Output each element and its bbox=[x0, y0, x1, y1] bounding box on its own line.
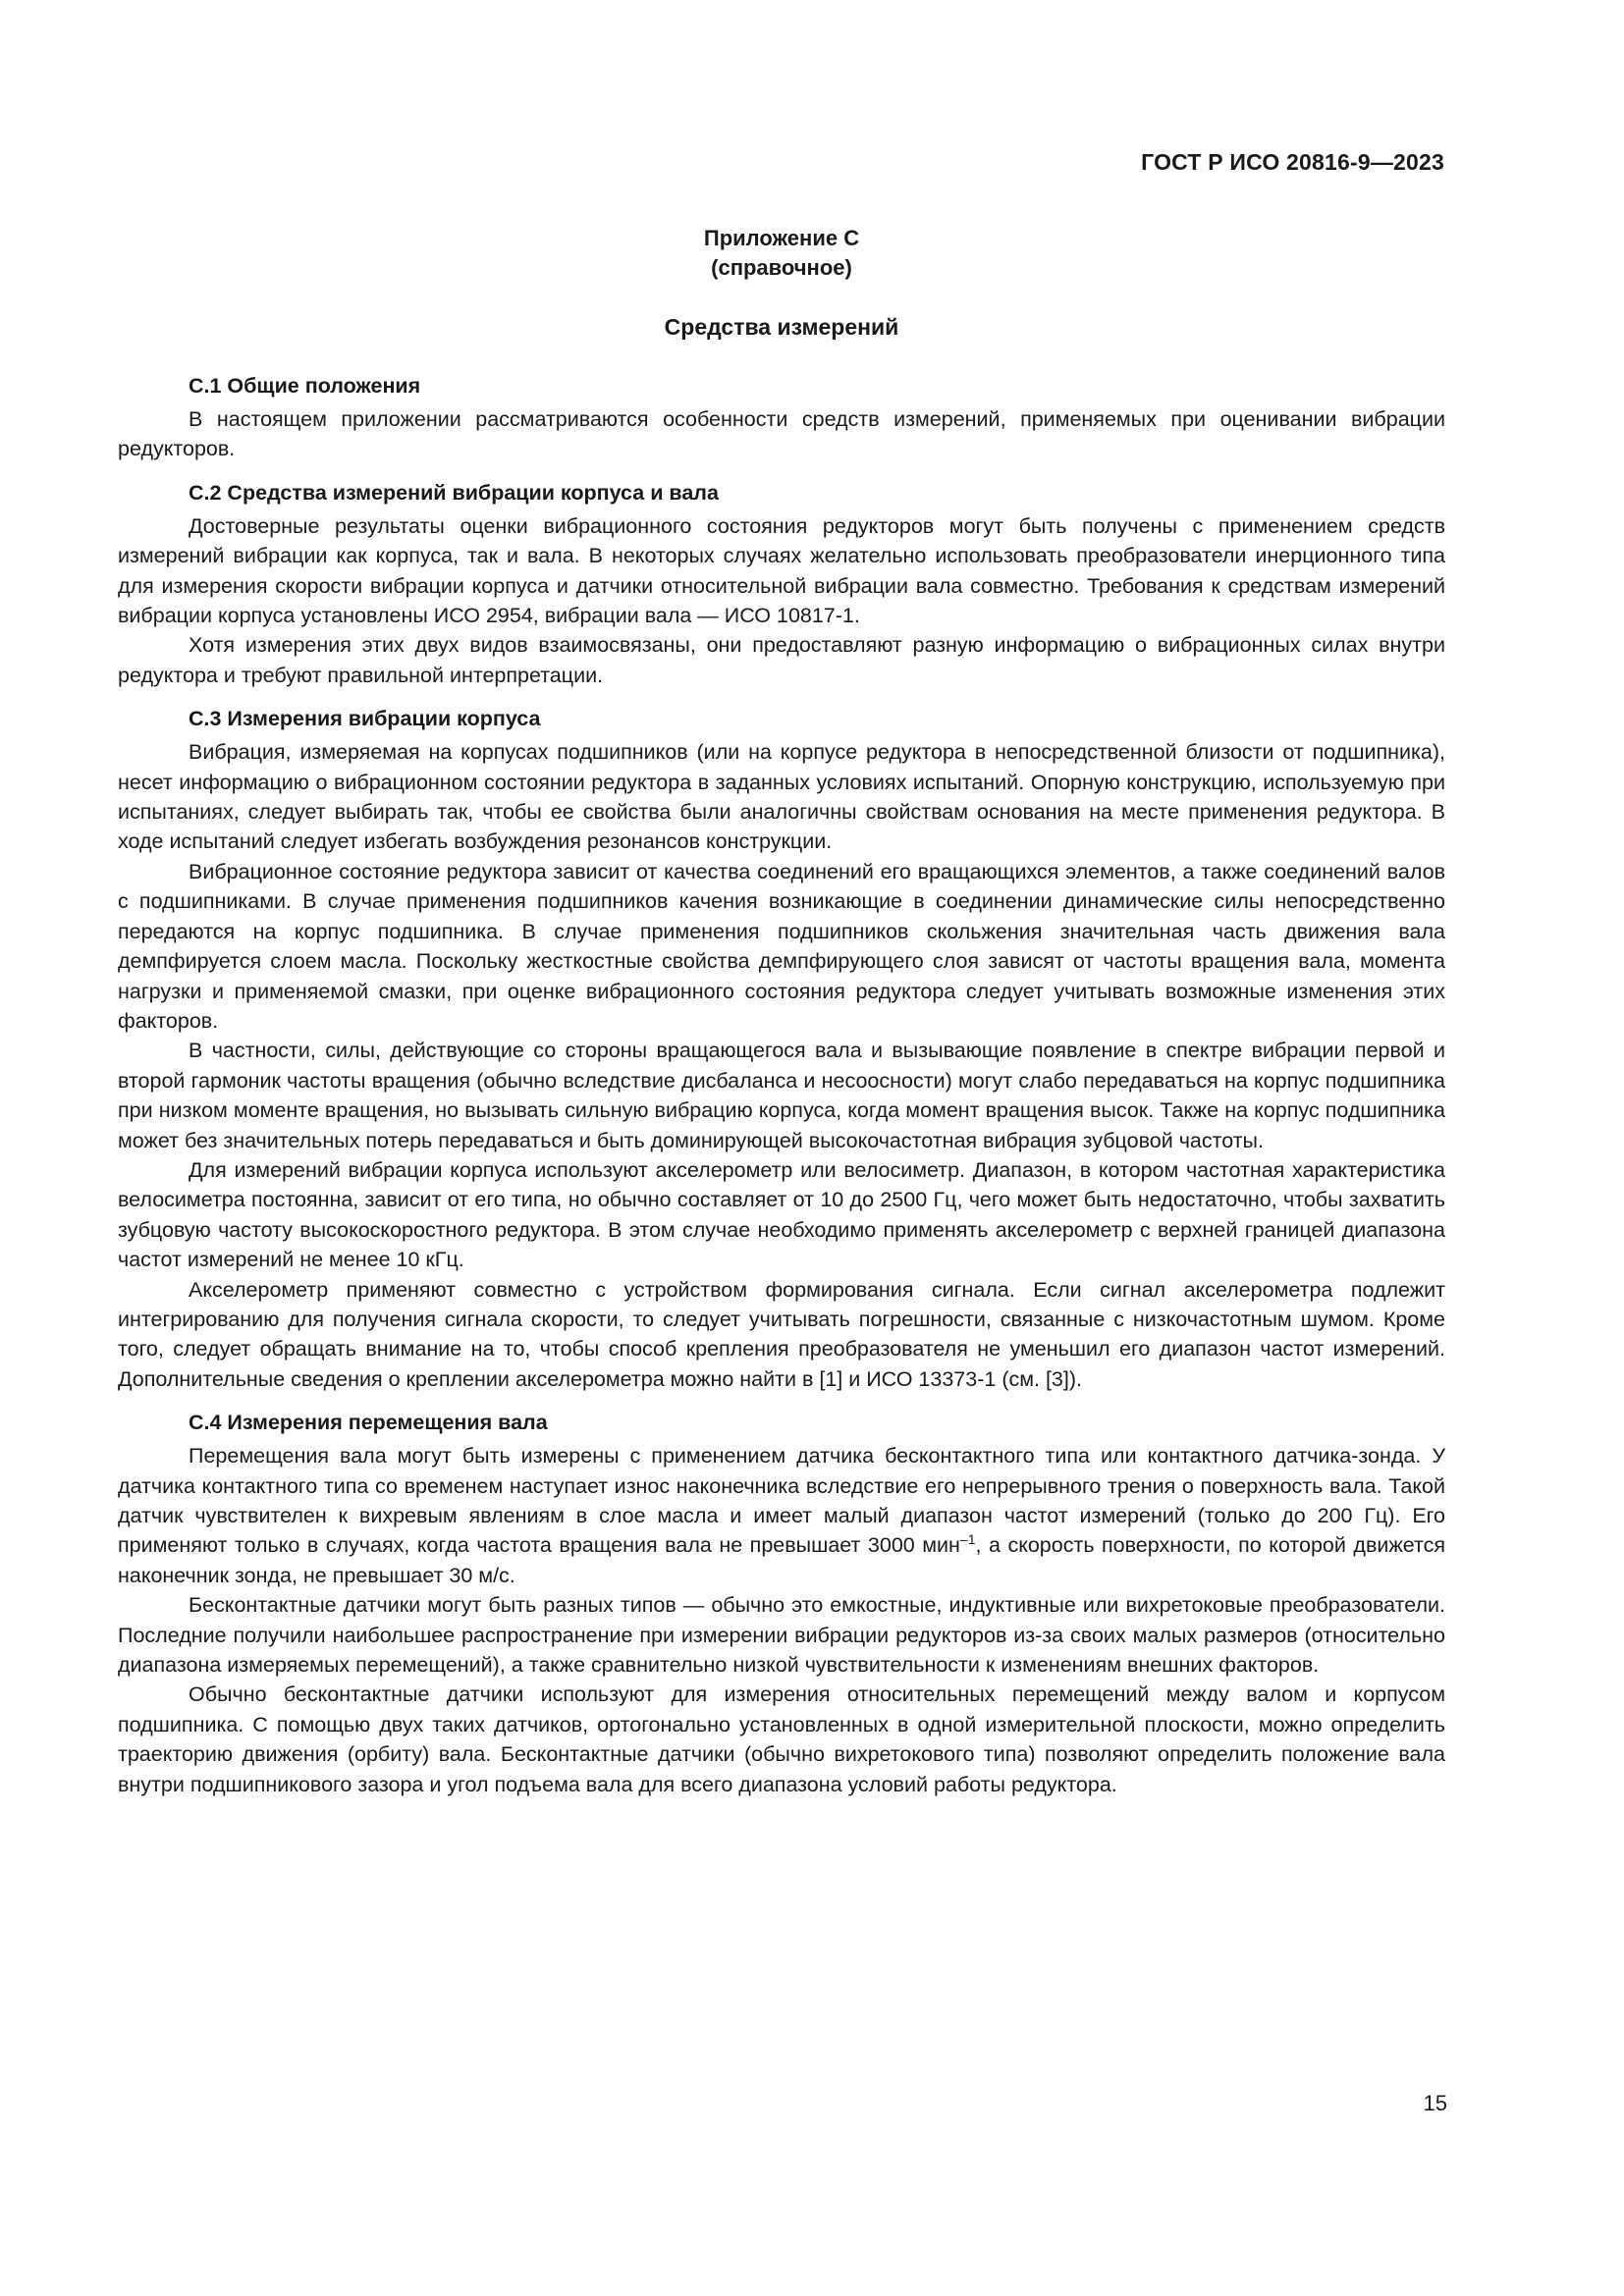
page-number: 15 bbox=[1423, 2091, 1447, 2115]
appendix-label: Приложение С bbox=[703, 226, 860, 250]
paragraph: Обычно бесконтактные датчики используют для измерения относительных перемещений между валом и корпусом подшипника. С помощью двух таких датчиков, ортогонально установленных в одной измерительной плоскости, можно определить траекторию движения (орбиту) вала. Бесконтактные датчики (обычно вихретокового типа) позволяют определить положение вала внутри подшипникового зазора и угол подъема вала для всего диапазона условий работы редуктора. bbox=[118, 1682, 1445, 1796]
document-code: ГОСТ Р ИСО 20816-9—2023 bbox=[1141, 149, 1444, 175]
clause-c1 bbox=[118, 371, 1445, 464]
clause-title: С.3 Измерения вибрации корпуса bbox=[189, 707, 541, 731]
superscript-exponent: –1 bbox=[959, 1531, 976, 1548]
clause-title: С.1 Общие положения bbox=[189, 374, 421, 398]
section-title: Средства измерений bbox=[664, 314, 899, 340]
appendix-status: (справочное) bbox=[711, 255, 852, 280]
clause-c4 bbox=[118, 1408, 1445, 1799]
paragraph: Акселерометр применяют совместно с устройством формирования сигнала. Если сигнал акселерометра подлежит интегрированию для получения сигнала скорости, то следует учитывать погрешности, связанные с низкочастотным шумом. Кроме того, следует обращать внимание на то, чтобы способ крепления преобразователя не уменьшил его диапазон частот измерений. Дополнительные сведения о креплении акселерометра можно найти в [1] и ИСО 13373-1 (см. [3]). bbox=[118, 1277, 1445, 1391]
paragraph: Достоверные результаты оценки вибрационного состояния редукторов могут быть получены с применением средств измерений вибрации как корпуса, так и вала. В некоторых случаях желательно использовать преобразователи инерционного типа для измерения скорости вибрации корпуса и датчики относительной вибрации вала совместно. Требования к средствам измерений вибрации корпуса установлены ИСО 2954, вибрации вала — ИСО 10817-1. bbox=[118, 513, 1445, 628]
paragraph: Для измерений вибрации корпуса используют акселерометр или велосиметр. Диапазон, в котором частотная характеристика велосиметра постоянна, зависит от его типа, но обычно составляет от 10 до 2500 Гц, чего может быть недостаточно, чтобы захватить зубцовую частоту высокоскоростного редуктора. В этом случае необходимо применять акселерометр с верхней границей диапазона частот измерений не менее 10 кГц. bbox=[118, 1157, 1445, 1272]
clause-title: С.4 Измерения перемещения вала bbox=[189, 1411, 548, 1435]
clause-title: С.2 Средства измерений вибрации корпуса и вала bbox=[189, 480, 719, 505]
paragraph: Вибрационное состояние редуктора зависит от качества соединений его вращающихся элементов, а также соединений валов с подшипниками. В случае применения подшипников качения возникающие в соединении динамические силы непосредственно передаются на корпус подшипника. В случае применения подшипников скольжения значительная часть движения вала демпфируется слоем масла. Поскольку жесткостные свойства демпфирующего слоя зависят от частоты вращения вала, момента нагрузки и применяемой смазки, при оценке вибрационного состояния редуктора следует учитывать возможные изменения этих факторов. bbox=[118, 859, 1445, 1033]
paragraph-text: Перемещения вала могут быть измерены с применением датчика бесконтактного типа или контактного датчика-зонда. У датчика контактного типа со временем наступает износ наконечника вследствие его непрерывного трения о поверхность вала. Такой датчик чувствителен к вихревым явлениям в слое масла и имеет малый диапазон частот измерений (только до 200 Гц). Его применяют только в случаях, когда частота вращения вала не превышает 3000 мин bbox=[118, 1444, 1445, 1558]
paragraph: В настоящем приложении рассматриваются особенности средств измерений, применяемых при оценивании вибрации редукторов. bbox=[118, 407, 1445, 461]
page-content bbox=[118, 224, 1445, 1799]
paragraph-text: , а скорость поверхности, по которой движется наконечник зонда, не превышает 30 м/с. bbox=[118, 1533, 1445, 1587]
paragraph: В частности, силы, действующие со стороны вращающегося вала и вызывающие появление в спектре вибрации первой и второй гармоник частоты вращения (обычно вследствие дисбаланса и несоосности) могут слабо передаваться на корпус подшипника при низком моменте вращения, но вызывать сильную вибрацию корпуса, когда момент вращения высок. Также на корпус подшипника может без значительных потерь передаваться и быть доминирующей высокочастотная вибрация зубцовой частоты. bbox=[118, 1039, 1445, 1152]
clause-c2 bbox=[118, 478, 1445, 690]
paragraph: Хотя измерения этих двух видов взаимосвязаны, они предоставляют разную информацию о вибрационных силах внутри редуктора и требуют правильной интерпретации. bbox=[118, 633, 1445, 687]
paragraph bbox=[118, 1441, 1445, 1590]
paragraph: Бесконтактные датчики могут быть разных типов — обычно это емкостные, индуктивные или вихретоковые преобразователи. Последние получили наибольшее распространение при измерении вибрации редукторов из-за своих малых размеров (относительно диапазона измеряемых перемещений), а также сравнительно низкой чувствительности к изменениям внешних факторов. bbox=[118, 1593, 1445, 1678]
paragraph: Вибрация, измеряемая на корпусах подшипников (или на корпусе редуктора в непосредственной близости от подшипника), несет информацию о вибрационном состоянии редуктора в заданных условиях испытаний. Опорную конструкцию, используемую при испытаниях, следует выбирать так, чтобы ее свойства были аналогичны свойствам основания на месте применения редуктора. В ходе испытаний следует избегать возбуждения резонансов конструкции. bbox=[118, 740, 1445, 854]
clause-c3 bbox=[118, 704, 1445, 1394]
